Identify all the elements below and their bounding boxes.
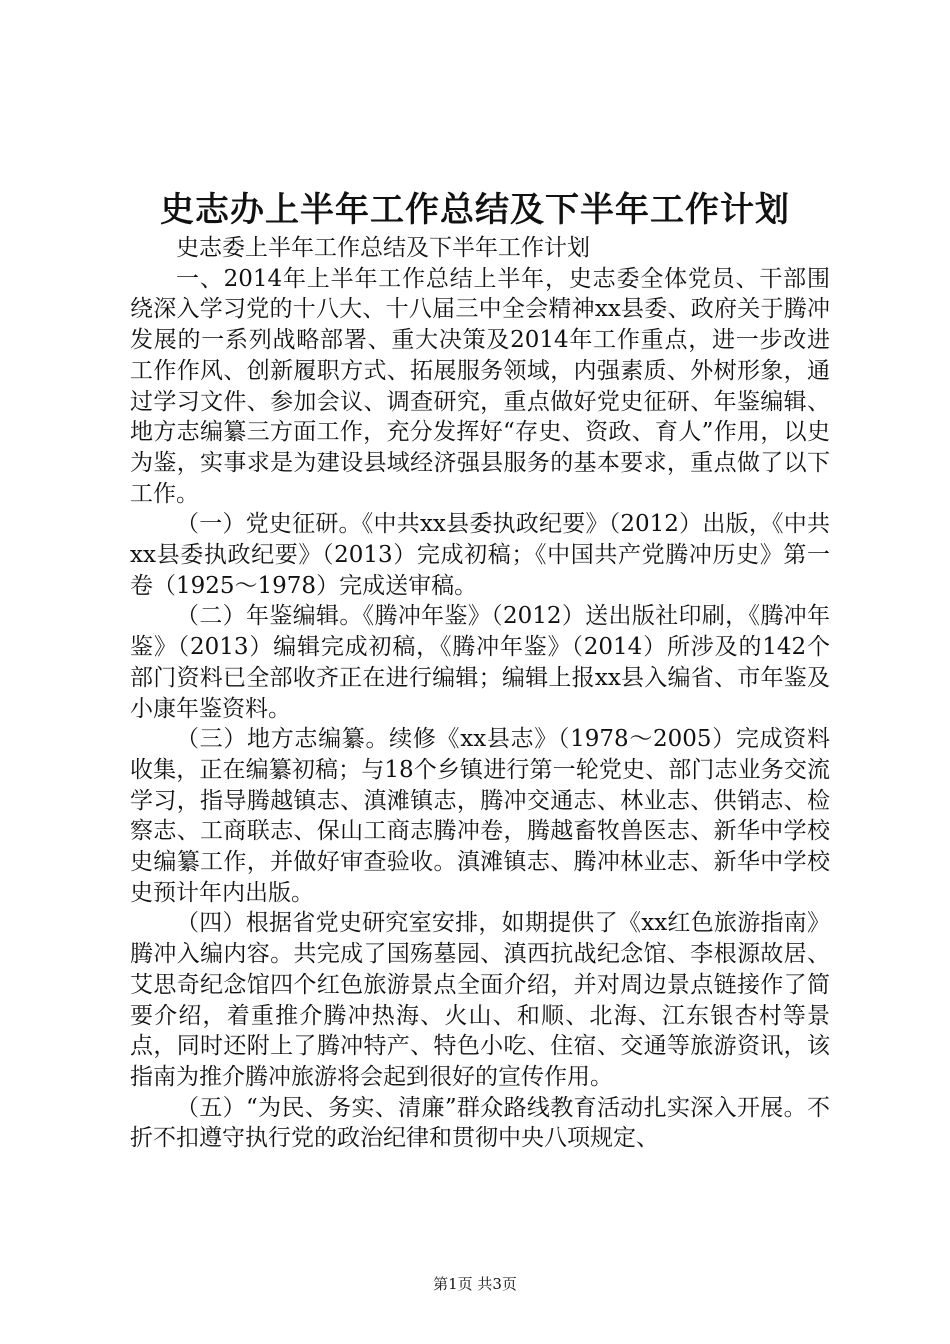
page-number-footer: 第1页 共3页 <box>433 1275 517 1293</box>
paragraph-local-chronicles: （三）地方志编纂。续修《xx县志》（1978～2005）完成资料收集，正在编纂初稿；与18个乡镇进行第一轮党史、部门志业务交流学习，指导腾越镇志、滇滩镇志，腾冲交通志、林业志、供销志、检察志、工商联志、保山工商志腾冲卷，腾越畜牧兽医志、新华中学校史编纂工作，并做好审查验收。滇滩镇志、腾冲林业志、新华中学校史预计年内出版。 <box>130 726 830 906</box>
document-body <box>130 233 830 1154</box>
paragraph-summary-intro: 一、2014年上半年工作总结上半年，史志委全体党员、干部围绕深入学习党的十八大、十八届三中全会精神xx县委、政府关于腾冲发展的一系列战略部署、重大决策及2014年工作重点，进一步改进工作作风、创新履职方式、拓展服务领域，内强素质、外树形象，通过学习文件、参加会议、调查研究，重点做好党史征研、年鉴编辑、地方志编纂三方面工作，充分发挥好“存史、资政、育人”作用，以史为鉴，实事求是为建设县域经济强县服务的基本要求，重点做了以下工作。 <box>130 265 830 507</box>
paragraph-yearbook: （二）年鉴编辑。《腾冲年鉴》（2012）送出版社印刷，《腾冲年鉴》（2013）编辑完成初稿，《腾冲年鉴》（2014）所涉及的142个部门资料已全部收齐正在进行编辑；编辑上报xx县入编省、市年鉴及小康年鉴资料。 <box>130 603 830 722</box>
paragraph-red-tourism-guide: （四）根据省党史研究室安排，如期提供了《xx红色旅游指南》腾冲入编内容。共完成了国殇墓园、滇西抗战纪念馆、李根源故居、艾思奇纪念馆四个红色旅游景点全面介绍，并对周边景点链接作了简要介绍，着重推介腾冲热海、火山、和顺、北海、江东银杏村等景点，同时还附上了腾冲特产、特色小吃、住宿、交通等旅游资讯，该指南为推介腾冲旅游将会起到很好的宣传作用。 <box>130 910 830 1090</box>
paragraph-party-history: （一）党史征研。《中共xx县委执政纪要》（2012）出版，《中共xx县委执政纪要》（2013）完成初稿；《中国共产党腾冲历史》第一卷（1925～1978）完成送审稿。 <box>130 511 830 599</box>
subtitle-paragraph: 史志委上半年工作总结及下半年工作计划 <box>176 235 590 261</box>
paragraph-mass-line-campaign: （五）“为民、务实、清廉”群众路线教育活动扎实深入开展。不折不扣遵守执行党的政治纪律和贯彻中央八项规定、 <box>130 1094 830 1152</box>
document-title: 史志办上半年工作总结及下半年工作计划 <box>160 190 790 230</box>
